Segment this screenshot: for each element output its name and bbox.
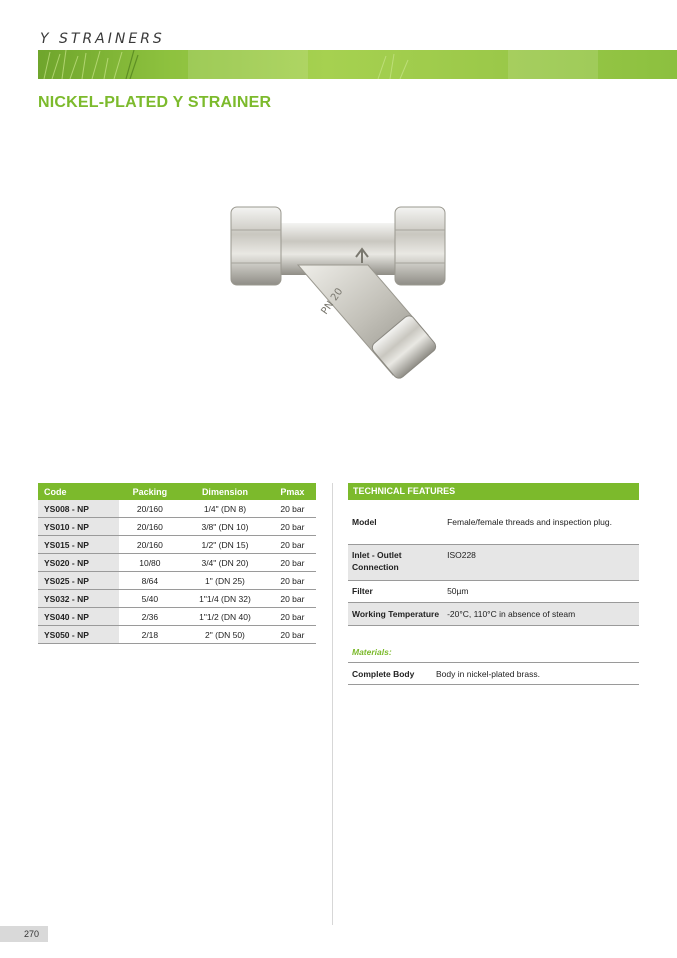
column-header: Packing (119, 483, 181, 500)
dimension-cell: 3/8" (DN 10) (181, 518, 269, 536)
material-label: Complete Body (348, 663, 432, 685)
dimension-cell: 1/2" (DN 15) (181, 536, 269, 554)
code-cell: YS050 - NP (38, 626, 119, 644)
table-row (38, 536, 316, 554)
feature-label: Working Temperature (348, 603, 443, 626)
feature-row (348, 545, 639, 581)
packing-cell: 2/18 (119, 626, 181, 644)
packing-cell: 8/64 (119, 572, 181, 590)
y-strainer-photo (228, 185, 448, 390)
dimension-cell: 1"1/2 (DN 40) (181, 608, 269, 626)
feature-row (348, 603, 639, 626)
page-number: 270 (0, 926, 48, 942)
feature-value: 50µm (443, 581, 639, 603)
header-decorative-band (38, 50, 677, 79)
pmax-cell: 20 bar (269, 500, 316, 518)
materials-title: Materials: (352, 647, 392, 657)
section-title: Y STRAINERS (40, 31, 165, 47)
materials-table (348, 662, 639, 685)
material-row (348, 663, 639, 685)
pmax-cell: 20 bar (269, 590, 316, 608)
table-row (38, 590, 316, 608)
code-cell: YS025 - NP (38, 572, 119, 590)
dimension-cell: 1"1/4 (DN 32) (181, 590, 269, 608)
packing-cell: 20/160 (119, 518, 181, 536)
feature-row (348, 501, 639, 545)
dimension-cell: 2" (DN 50) (181, 626, 269, 644)
packing-cell: 5/40 (119, 590, 181, 608)
code-cell: YS010 - NP (38, 518, 119, 536)
pmax-cell: 20 bar (269, 554, 316, 572)
table-row (38, 572, 316, 590)
feature-row (348, 581, 639, 603)
grass-pattern-icon (38, 50, 677, 79)
table-row (38, 554, 316, 572)
packing-cell: 10/80 (119, 554, 181, 572)
table-row (38, 518, 316, 536)
column-divider (332, 483, 333, 925)
product-codes-table (38, 483, 316, 644)
material-value: Body in nickel-plated brass. (432, 663, 639, 685)
column-header: Code (38, 483, 119, 500)
pmax-cell: 20 bar (269, 626, 316, 644)
page-heading: NICKEL-PLATED Y STRAINER (38, 94, 272, 111)
feature-value: -20°C, 110°C in absence of steam (443, 603, 639, 626)
table-row (38, 626, 316, 644)
code-cell: YS040 - NP (38, 608, 119, 626)
code-cell: YS008 - NP (38, 500, 119, 518)
feature-label: Model (348, 501, 443, 545)
packing-cell: 20/160 (119, 500, 181, 518)
pmax-cell: 20 bar (269, 518, 316, 536)
dimension-cell: 1" (DN 25) (181, 572, 269, 590)
feature-value: Female/female threads and inspection plug. (443, 501, 639, 545)
feature-label: Inlet - Outlet Connection (348, 545, 443, 581)
pmax-cell: 20 bar (269, 572, 316, 590)
feature-label: Filter (348, 581, 443, 603)
dimension-cell: 1/4" (DN 8) (181, 500, 269, 518)
column-header: Dimension (181, 483, 269, 500)
technical-features-title: TECHNICAL FEATURES (348, 483, 639, 500)
table-header-row (38, 483, 316, 500)
pmax-cell: 20 bar (269, 536, 316, 554)
table-row (38, 500, 316, 518)
svg-text:PN 20: PN 20 (319, 286, 346, 317)
pmax-cell: 20 bar (269, 608, 316, 626)
technical-features-table (348, 501, 639, 626)
table-row (38, 608, 316, 626)
packing-cell: 20/160 (119, 536, 181, 554)
code-cell: YS015 - NP (38, 536, 119, 554)
code-cell: YS032 - NP (38, 590, 119, 608)
dimension-cell: 3/4" (DN 20) (181, 554, 269, 572)
packing-cell: 2/36 (119, 608, 181, 626)
code-cell: YS020 - NP (38, 554, 119, 572)
feature-value: ISO228 (443, 545, 639, 581)
column-header: Pmax (269, 483, 316, 500)
